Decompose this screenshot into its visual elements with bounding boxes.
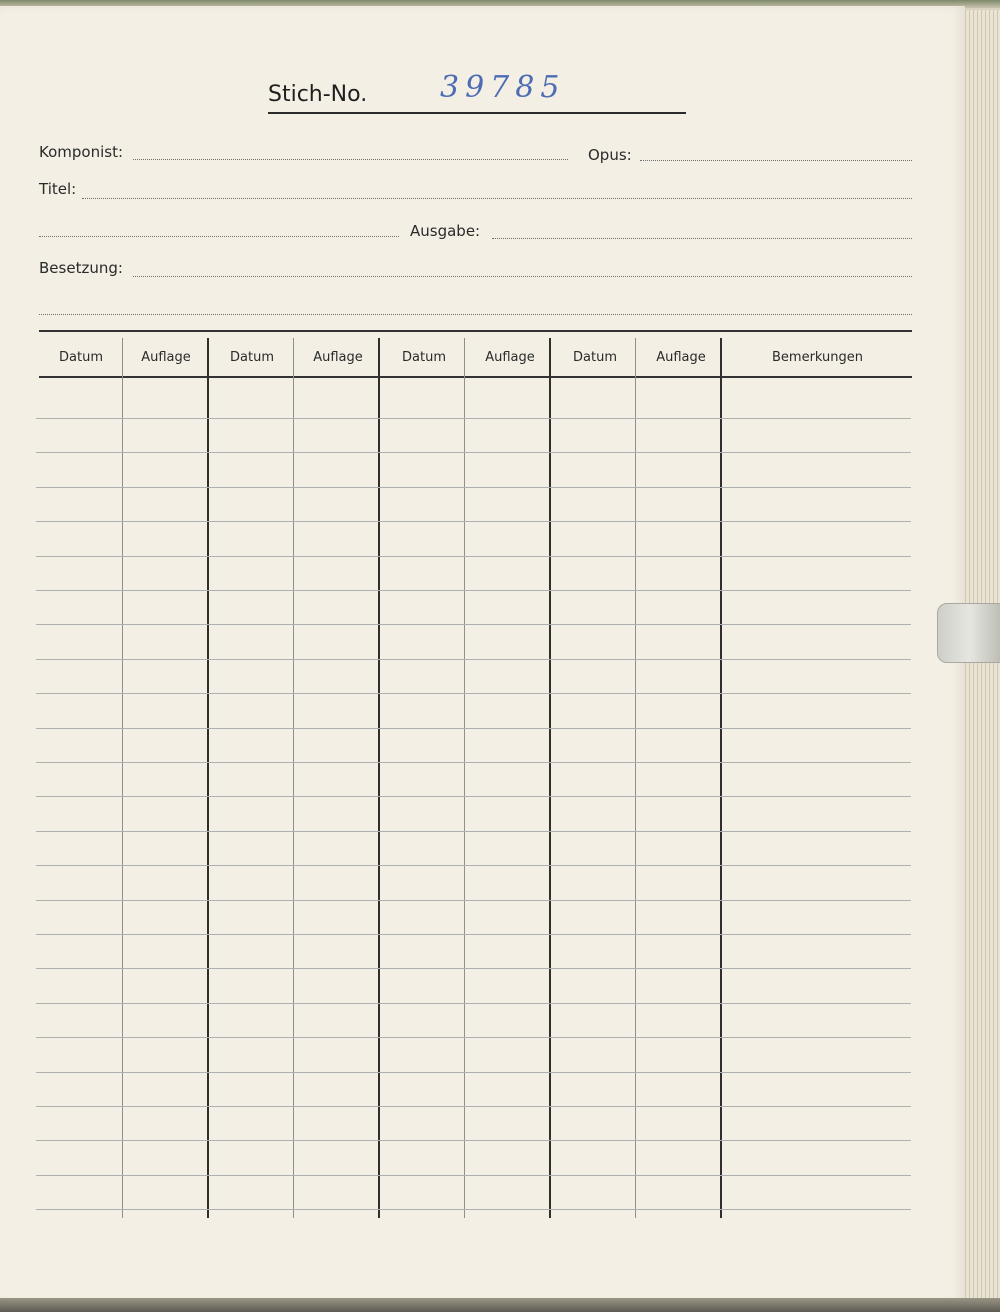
table-row-line — [36, 624, 911, 625]
table-row-line — [36, 556, 911, 557]
column-header-auflage-2: Auflage — [313, 350, 363, 365]
table-row-line — [36, 659, 911, 660]
ledger-page — [0, 6, 965, 1302]
table-row-line — [36, 796, 911, 797]
table-row-line — [36, 1140, 911, 1141]
table-row-line — [36, 452, 911, 453]
ausgabe-line — [492, 238, 912, 239]
ausgabe-label: Ausgabe: — [410, 222, 481, 240]
column-header-bemerkungen: Bemerkungen — [771, 350, 864, 365]
titel-line-2 — [39, 236, 399, 237]
table-row-line — [36, 1003, 911, 1004]
table-row-line — [36, 1175, 911, 1176]
table-header-rule — [39, 376, 912, 378]
table-row-line — [36, 900, 911, 901]
table-row-line — [36, 590, 911, 591]
table-top-rule — [39, 330, 912, 332]
binding-bottom-edge — [0, 1298, 1000, 1312]
table-row-line — [36, 1072, 911, 1073]
table-row-line — [36, 1106, 911, 1107]
table-row-line — [36, 968, 911, 969]
column-divider-major — [378, 338, 380, 1218]
table-row-line — [36, 762, 911, 763]
titel-line — [82, 198, 912, 199]
stich-no-underline — [268, 112, 686, 114]
table-row-line — [36, 1209, 911, 1210]
stich-no-value: 39785 — [440, 70, 566, 105]
table-row-line — [36, 487, 911, 488]
column-header-auflage-3: Auflage — [485, 350, 535, 365]
column-header-auflage-4: Auflage — [656, 350, 706, 365]
column-header-auflage-1: Auflage — [141, 350, 191, 365]
table-row-line — [36, 418, 911, 419]
besetzung-line — [133, 276, 912, 277]
column-divider-major — [549, 338, 551, 1218]
besetzung-line-2 — [39, 314, 912, 315]
table-row-line — [36, 728, 911, 729]
table-row-line — [36, 521, 911, 522]
opus-label: Opus: — [588, 146, 632, 164]
column-divider — [464, 338, 465, 1218]
column-divider-major — [720, 338, 722, 1218]
column-header-datum-3: Datum — [402, 350, 446, 365]
table-row-line — [36, 831, 911, 832]
column-header-datum-4: Datum — [573, 350, 617, 365]
stich-no-label: Stich-No. — [268, 82, 368, 107]
table-row-line — [36, 934, 911, 935]
column-header-datum-2: Datum — [230, 350, 274, 365]
column-divider — [122, 338, 123, 1218]
column-divider-major — [207, 338, 209, 1218]
column-header-datum-1: Datum — [59, 350, 103, 365]
komponist-line — [133, 159, 568, 160]
column-divider — [293, 338, 294, 1218]
index-tab — [937, 603, 1000, 663]
titel-label: Titel: — [39, 180, 77, 198]
column-divider — [635, 338, 636, 1218]
table-row-line — [36, 1037, 911, 1038]
komponist-label: Komponist: — [39, 143, 124, 161]
opus-line — [640, 160, 912, 161]
table-row-line — [36, 693, 911, 694]
besetzung-label: Besetzung: — [39, 259, 123, 277]
table-row-line — [36, 865, 911, 866]
